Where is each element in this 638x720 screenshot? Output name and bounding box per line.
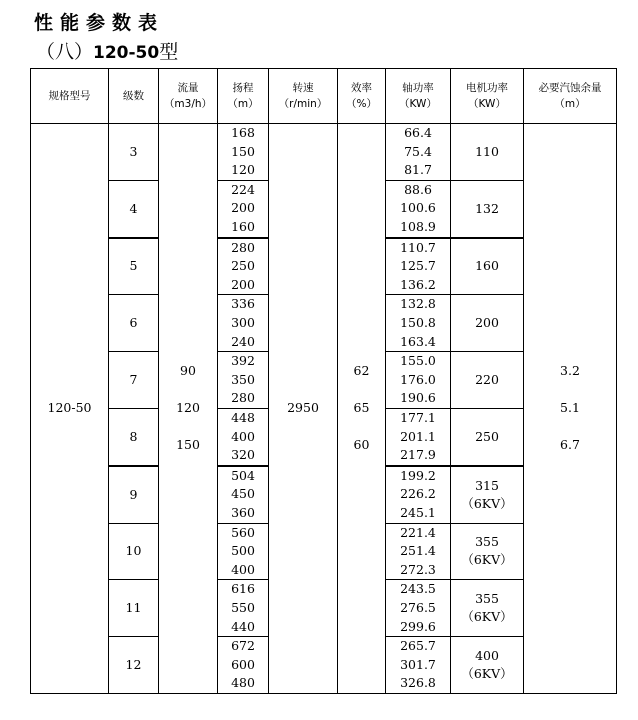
motor-power-cell xyxy=(451,180,524,237)
motor-power-value: 400 xyxy=(475,648,499,664)
motor-power-cell xyxy=(451,408,524,465)
head-cell xyxy=(218,295,269,352)
subtitle-suffix: 型 xyxy=(159,41,179,63)
head-cell xyxy=(218,580,269,637)
head-value: 600 xyxy=(231,656,255,672)
shaft-power-value: 251.4 xyxy=(400,543,436,559)
stage-cell: 6 xyxy=(109,295,159,352)
flow-value: 150 xyxy=(176,437,200,453)
motor-voltage-note: （6KV） xyxy=(461,609,513,625)
shaft-power-value: 190.6 xyxy=(400,390,436,406)
head-value: 160 xyxy=(231,218,255,234)
shaft-power-value: 88.6 xyxy=(404,181,432,197)
flow-cell xyxy=(159,124,218,694)
subtitle-prefix: （八） xyxy=(36,41,94,63)
head-value: 200 xyxy=(231,276,255,292)
header-npsh: 必要汽蚀余量 （m） xyxy=(524,69,617,124)
shaft-power-value: 177.1 xyxy=(400,409,436,425)
shaft-power-value: 301.7 xyxy=(400,656,436,672)
motor-power-value: 160 xyxy=(475,258,499,274)
shaft-power-value: 221.4 xyxy=(400,524,436,540)
head-value: 400 xyxy=(231,428,255,444)
motor-power-cell xyxy=(451,295,524,352)
shaft-power-value: 163.4 xyxy=(400,333,436,349)
header-shaft-power: 轴功率 （KW） xyxy=(386,69,451,124)
motor-power-cell xyxy=(451,637,524,694)
shaft-power-value: 150.8 xyxy=(400,314,436,330)
shaft-power-value: 110.7 xyxy=(400,239,436,255)
head-value: 250 xyxy=(231,258,255,274)
motor-power-value: 220 xyxy=(475,372,499,388)
head-value: 120 xyxy=(231,162,255,178)
motor-power-value: 355 xyxy=(475,591,499,607)
shaft-power-value: 66.4 xyxy=(404,125,432,140)
shaft-power-value: 199.2 xyxy=(400,467,436,483)
head-value: 392 xyxy=(231,353,255,369)
stage-cell: 10 xyxy=(109,523,159,580)
shaft-power-cell xyxy=(386,180,451,237)
head-value: 240 xyxy=(231,333,255,349)
header-row xyxy=(31,69,617,124)
head-value: 350 xyxy=(231,371,255,387)
header-spec: 规格型号 xyxy=(31,69,109,124)
motor-voltage-note: （6KV） xyxy=(461,666,513,682)
stage-cell: 9 xyxy=(109,466,159,523)
stage-cell: 4 xyxy=(109,180,159,237)
head-cell xyxy=(218,180,269,237)
head-cell xyxy=(218,408,269,465)
stage-cell: 8 xyxy=(109,408,159,465)
head-value: 224 xyxy=(231,181,255,197)
head-value: 280 xyxy=(231,390,255,406)
shaft-power-value: 245.1 xyxy=(400,504,436,520)
motor-power-cell xyxy=(451,352,524,409)
motor-power-cell xyxy=(451,466,524,523)
shaft-power-value: 176.0 xyxy=(400,371,436,387)
subtitle-model: 120-50 xyxy=(93,43,160,63)
motor-power-value: 132 xyxy=(475,200,499,216)
shaft-power-value: 326.8 xyxy=(400,675,436,691)
speed-cell: 2950 xyxy=(269,124,338,694)
head-value: 550 xyxy=(231,599,255,615)
header-flow: 流量 （m3/h） xyxy=(159,69,218,124)
shaft-power-cell xyxy=(386,352,451,409)
stage-cell: 3 xyxy=(109,124,159,181)
motor-power-value: 355 xyxy=(475,534,499,550)
header-speed: 转速 （r/min） xyxy=(269,69,338,124)
shaft-power-value: 243.5 xyxy=(400,581,436,597)
performance-table xyxy=(30,68,617,694)
shaft-power-cell xyxy=(386,637,451,694)
header-motor-power: 电机功率 （KW） xyxy=(451,69,524,124)
head-value: 200 xyxy=(231,200,255,216)
shaft-power-value: 155.0 xyxy=(400,353,436,369)
head-value: 150 xyxy=(231,143,255,159)
motor-power-value: 250 xyxy=(475,428,499,444)
shaft-power-value: 201.1 xyxy=(400,428,436,444)
npsh-value: 5.1 xyxy=(560,400,580,416)
head-value: 480 xyxy=(231,675,255,691)
motor-power-cell xyxy=(451,124,524,181)
head-cell xyxy=(218,637,269,694)
header-efficiency: 效率 （%） xyxy=(338,69,386,124)
motor-power-cell xyxy=(451,523,524,580)
npsh-cell xyxy=(524,124,617,694)
shaft-power-value: 299.6 xyxy=(400,618,436,634)
shaft-power-value: 75.4 xyxy=(404,143,432,159)
head-value: 504 xyxy=(231,467,255,483)
shaft-power-cell xyxy=(386,295,451,352)
header-stage: 级数 xyxy=(109,69,159,124)
table-row xyxy=(31,124,617,181)
head-value: 336 xyxy=(231,296,255,312)
shaft-power-value: 100.6 xyxy=(400,200,436,216)
shaft-power-value: 272.3 xyxy=(400,561,436,577)
flow-value: 90 xyxy=(180,363,196,379)
flow-value: 120 xyxy=(176,400,200,416)
shaft-power-value: 81.7 xyxy=(404,162,432,178)
efficiency-value: 60 xyxy=(353,437,370,453)
shaft-power-value: 276.5 xyxy=(400,599,436,615)
shaft-power-value: 136.2 xyxy=(400,276,436,292)
motor-voltage-note: （6KV） xyxy=(461,495,513,511)
stage-cell: 5 xyxy=(109,238,159,295)
shaft-power-value: 108.9 xyxy=(400,218,436,234)
head-value: 672 xyxy=(231,638,255,654)
head-value: 448 xyxy=(231,409,255,425)
efficiency-value: 65 xyxy=(353,400,370,416)
head-cell xyxy=(218,238,269,295)
stage-cell: 12 xyxy=(109,637,159,694)
head-value: 300 xyxy=(231,314,255,330)
head-value: 616 xyxy=(231,581,255,597)
shaft-power-cell xyxy=(386,580,451,637)
shaft-power-cell xyxy=(386,466,451,523)
head-value: 400 xyxy=(231,561,255,577)
head-value: 280 xyxy=(231,239,255,255)
motor-power-value: 315 xyxy=(475,477,499,493)
header-head: 扬程 （m） xyxy=(218,69,269,124)
npsh-value: 3.2 xyxy=(560,363,580,379)
head-cell xyxy=(218,124,269,181)
shaft-power-cell xyxy=(386,238,451,295)
head-value: 320 xyxy=(231,447,255,463)
stage-cell: 11 xyxy=(109,580,159,637)
efficiency-cell xyxy=(338,124,386,694)
head-value: 560 xyxy=(231,524,255,540)
head-value: 440 xyxy=(231,618,255,634)
motor-power-cell xyxy=(451,238,524,295)
spec-cell: 120-50 xyxy=(31,124,109,694)
page-title: 性能参数表 xyxy=(34,12,165,34)
efficiency-value: 62 xyxy=(353,363,370,379)
head-cell xyxy=(218,523,269,580)
shaft-power-value: 132.8 xyxy=(400,296,436,312)
motor-power-value: 110 xyxy=(475,143,499,159)
shaft-power-value: 217.9 xyxy=(400,447,436,463)
shaft-power-cell xyxy=(386,408,451,465)
head-cell xyxy=(218,352,269,409)
head-value: 500 xyxy=(231,543,255,559)
motor-voltage-note: （6KV） xyxy=(461,552,513,568)
shaft-power-cell xyxy=(386,523,451,580)
table-subtitle xyxy=(36,37,178,64)
head-value: 168 xyxy=(231,125,255,140)
motor-power-cell xyxy=(451,580,524,637)
stage-cell: 7 xyxy=(109,352,159,409)
head-value: 450 xyxy=(231,486,255,502)
head-cell xyxy=(218,466,269,523)
shaft-power-value: 125.7 xyxy=(400,258,436,274)
shaft-power-value: 226.2 xyxy=(400,486,436,502)
shaft-power-cell xyxy=(386,124,451,181)
head-value: 360 xyxy=(231,504,255,520)
npsh-value: 6.7 xyxy=(560,437,580,453)
shaft-power-value: 265.7 xyxy=(400,638,436,654)
motor-power-value: 200 xyxy=(475,315,499,331)
